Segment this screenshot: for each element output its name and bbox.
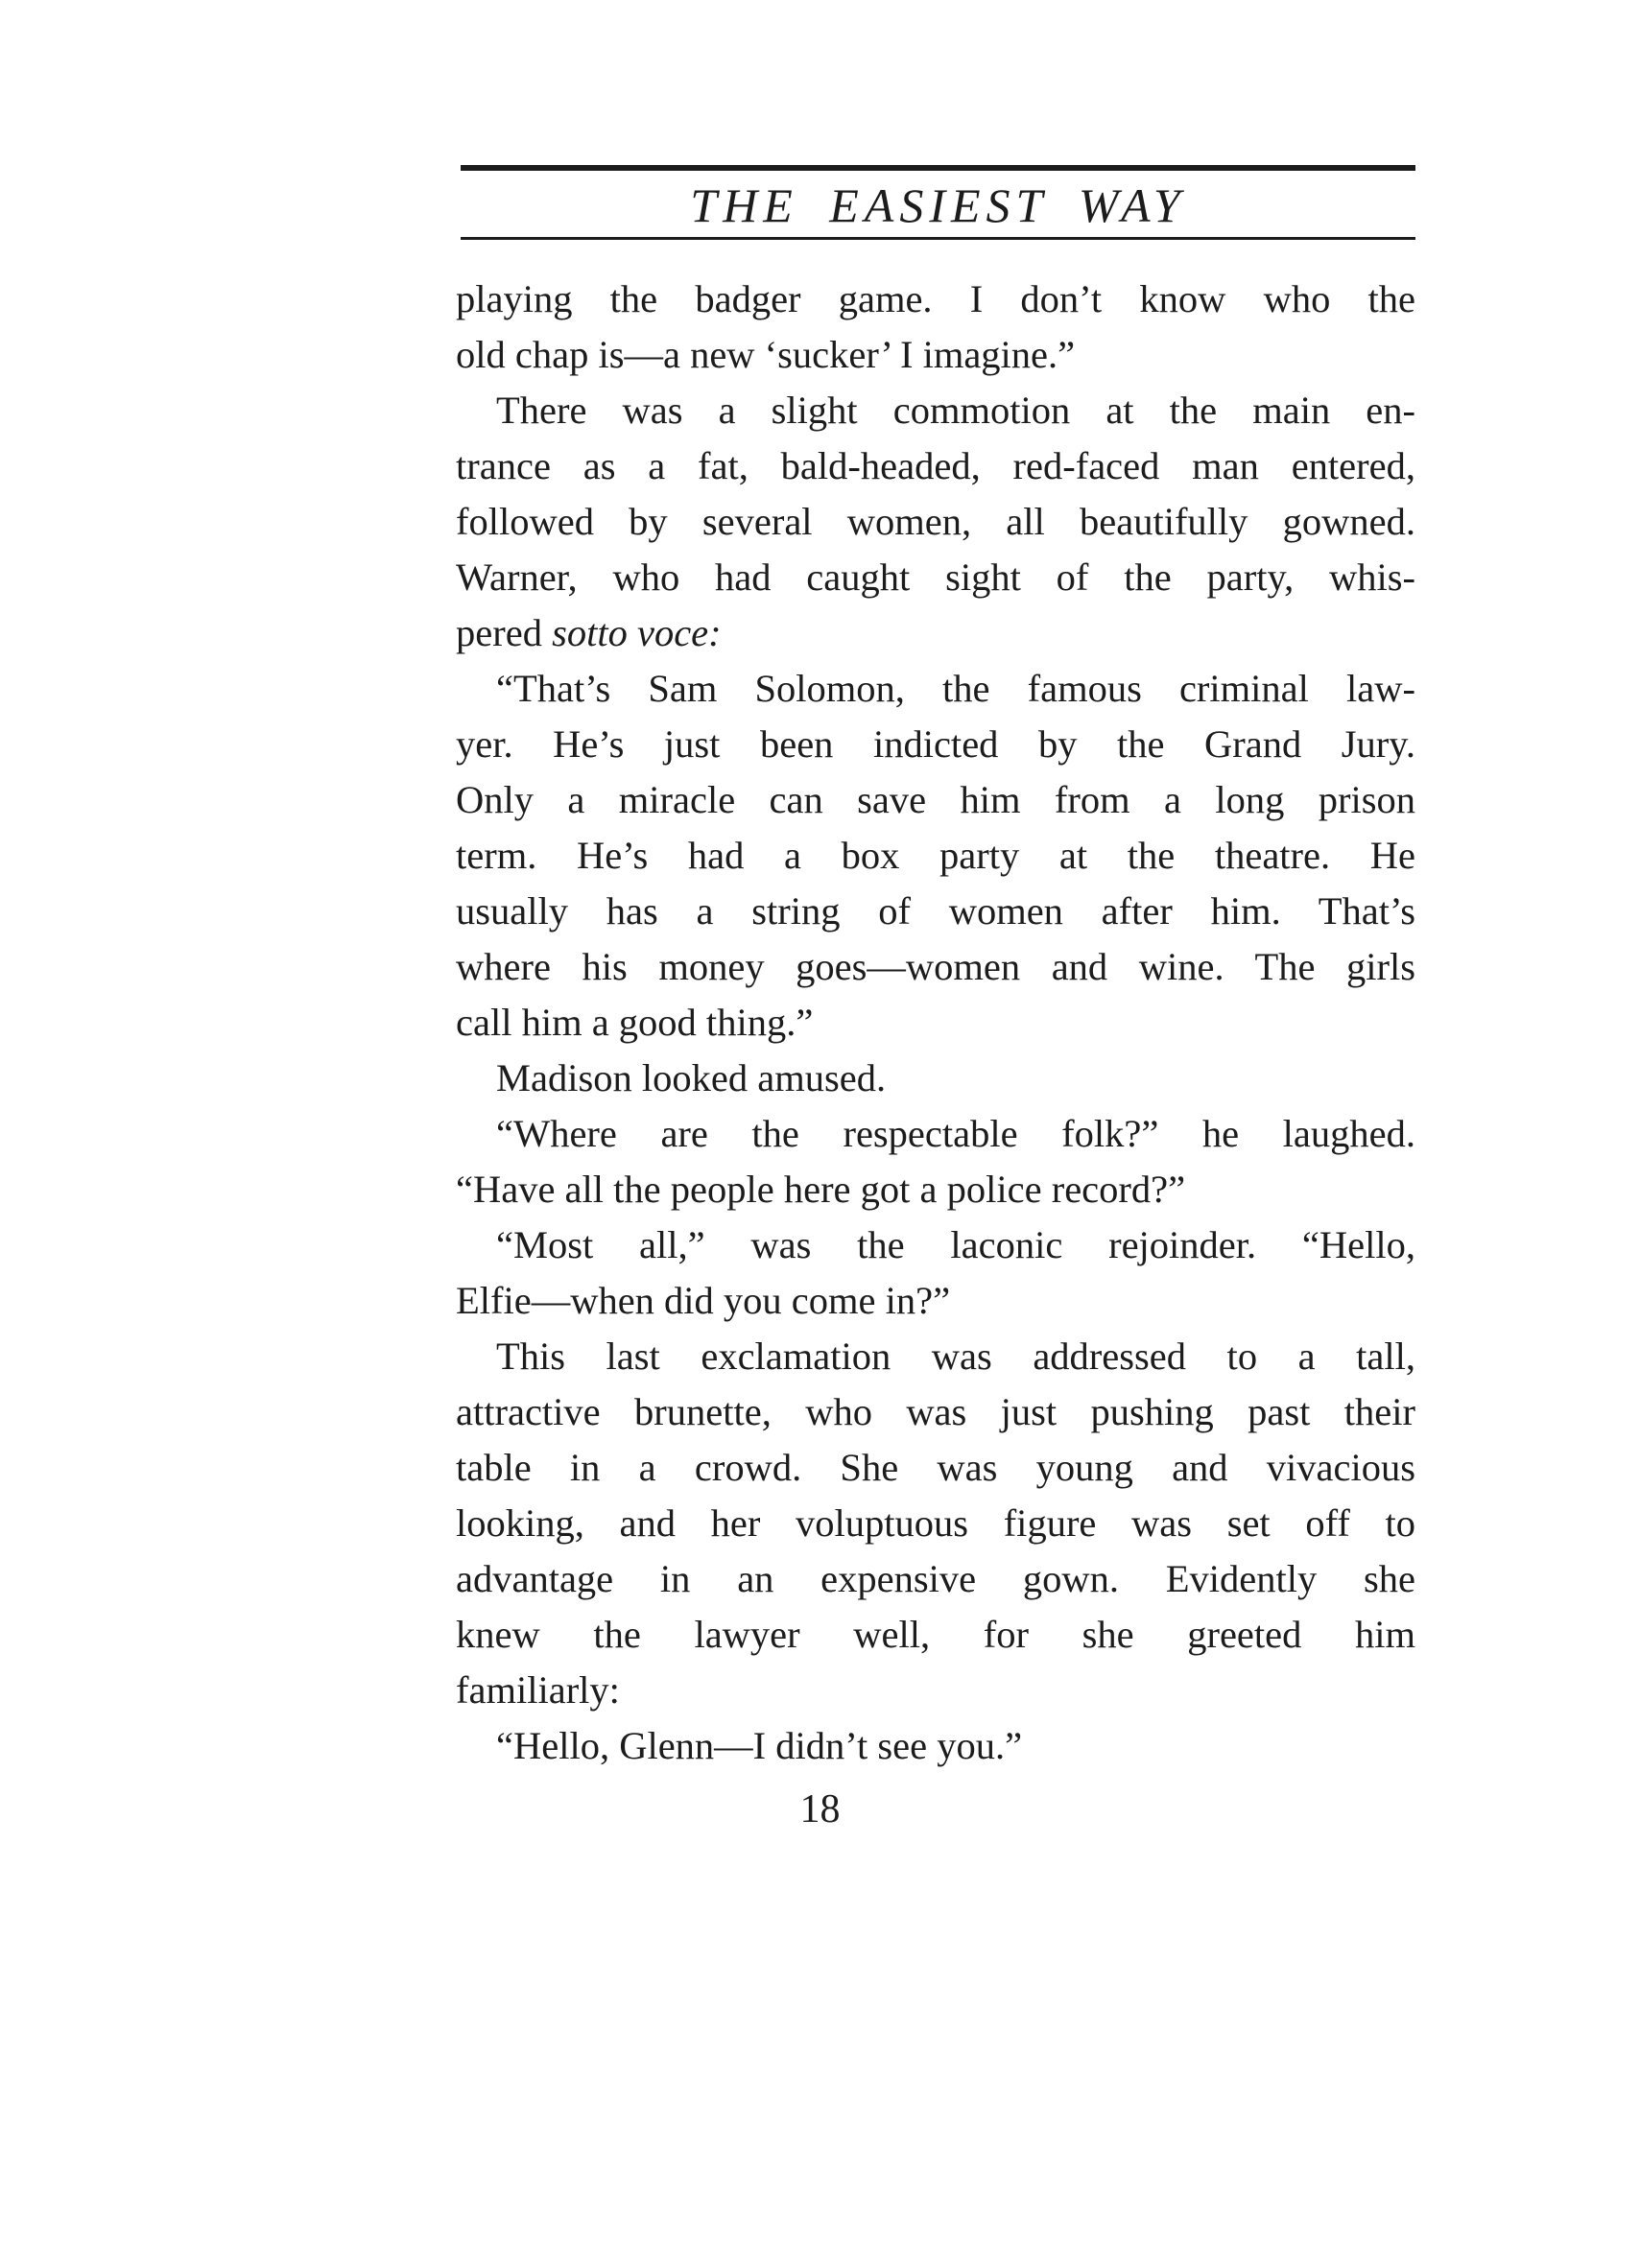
page-number: 18	[799, 1787, 841, 1831]
running-head: THE EASIEST WAY	[690, 178, 1186, 232]
text-line: followed by several women, all beautifully gowned.	[456, 500, 1415, 543]
text-line: “That’s Sam Solomon, the famous criminal law-	[496, 667, 1415, 710]
text-line: “Most all,” was the laconic rejoinder. “Hello,	[496, 1223, 1415, 1266]
text-line: “Where are the respectable folk?” he laughed.	[496, 1112, 1415, 1155]
header-rule-bottom	[461, 237, 1415, 240]
text-line: where his money goes—women and wine. The girls	[456, 945, 1415, 988]
text-line: trance as a fat, bald-headed, red-faced man entered,	[456, 444, 1415, 487]
text-line: table in a crowd. She was young and vivacious	[456, 1446, 1415, 1489]
text-line: Elfie—when did you come in?”	[456, 1279, 951, 1322]
text-line: yer. He’s just been indicted by the Grand Jury.	[456, 722, 1415, 766]
text-line: familiarly:	[456, 1668, 620, 1712]
text-line: term. He’s had a box party at the theatre. He	[456, 834, 1415, 877]
text-line: Warner, who had caught sight of the party, whis-	[456, 555, 1415, 599]
text-line	[456, 605, 1415, 661]
text-line: call him a good thing.”	[456, 1001, 814, 1044]
text-line: old chap is—a new ‘sucker’ I imagine.”	[456, 333, 1076, 376]
text-line: Only a miracle can save him from a long prison	[456, 778, 1415, 821]
text-line: This last exclamation was addressed to a tall,	[496, 1335, 1415, 1378]
text-line: “Have all the people here got a police record?”	[456, 1168, 1186, 1211]
text-line: advantage in an expensive gown. Evidently she	[456, 1557, 1415, 1600]
text-run: pered	[456, 611, 542, 654]
text-line: usually has a string of women after him. That’s	[456, 889, 1415, 933]
text-line: “Hello, Glenn—I didn’t see you.”	[496, 1724, 1023, 1767]
text-line: attractive brunette, who was just pushing past their	[456, 1390, 1415, 1433]
text-line: looking, and her voluptuous figure was set off to	[456, 1501, 1415, 1545]
text-line: Madison looked amused.	[496, 1056, 887, 1099]
text-line: There was a slight commotion at the main en-	[496, 389, 1415, 432]
text-line: playing the badger game. I don’t know who the	[456, 277, 1415, 320]
body-text	[456, 272, 1415, 1774]
text-line: knew the lawyer well, for she greeted him	[456, 1613, 1415, 1656]
italic-phrase: sotto voce:	[552, 611, 722, 654]
header-rule-top	[461, 165, 1415, 171]
